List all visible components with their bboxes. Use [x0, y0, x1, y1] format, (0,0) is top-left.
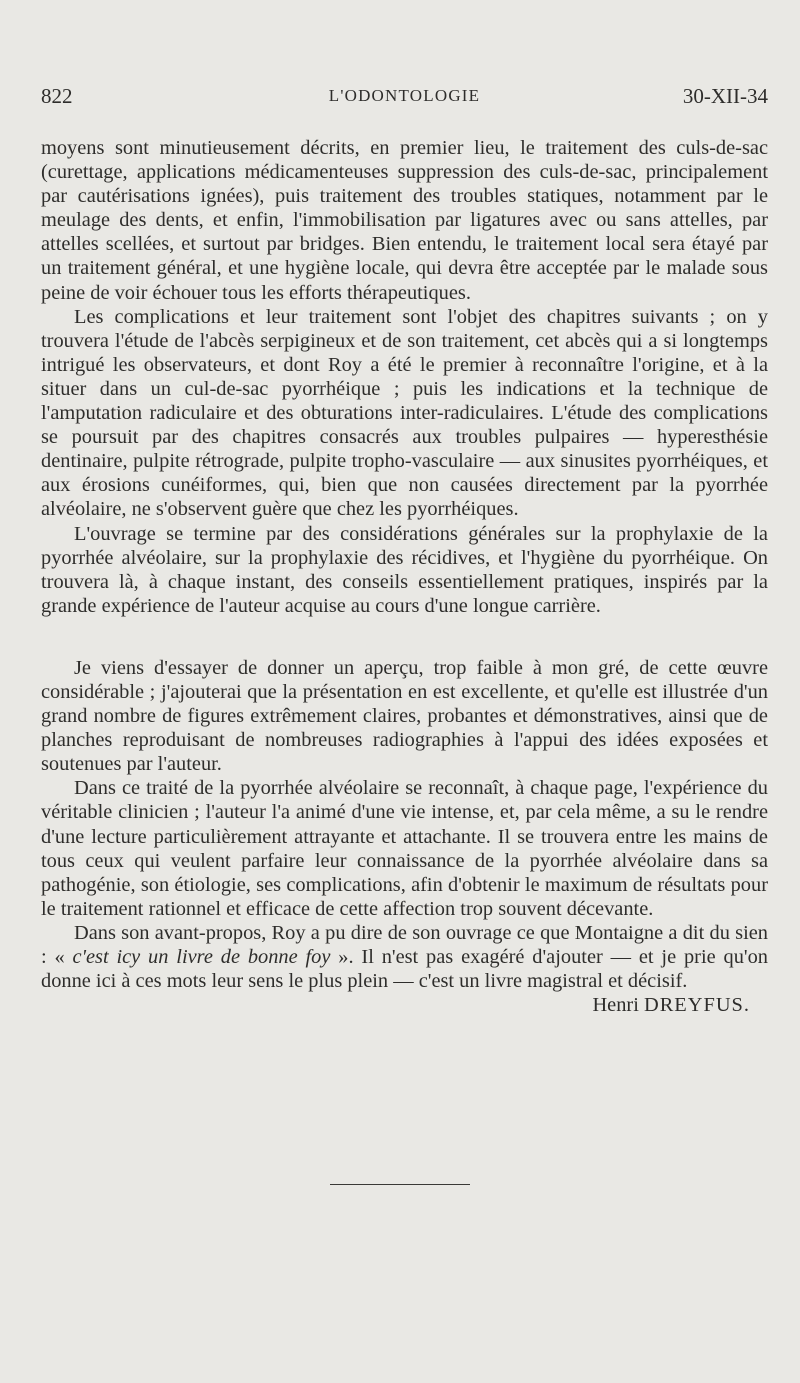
paragraph: L'ouvrage se termine par des considérations générales sur la prophylaxie de la pyorrhée alvéolaire, sur la prophylaxie des récidives, et l'hygiène du pyorrhéique. On trouvera là, à chaque instant, des conseils essentiellement pratiques, inspirés par la grande expérience de l'auteur acquise au cours d'une longue carrière.: [41, 522, 768, 617]
paragraph: moyens sont minutieusement décrits, en premier lieu, le traitement des culs-de-sac (curettage, applications médicamenteuses suppression des culs-de-sac, principalement par cautérisations ignées), puis traitement des troubles statiques, notamment par le meulage des dents, et enfin, l'immobilisation par ligatures avec ou sans attelles, par attelles scellées, et surtout par bridges. Bien entendu, le traitement local sera étayé par un traitement général, et une hygiène locale, qui devra être acceptée par le malade sous peine de voir échouer tous les efforts thérapeutiques.: [41, 137, 768, 304]
author-signature: [41, 993, 768, 1017]
page-number: 822: [41, 84, 73, 108]
page: [41, 84, 768, 1017]
section-gap: [41, 618, 768, 656]
article-body: [41, 136, 768, 993]
author-first-name: Henri: [592, 994, 639, 1017]
paragraph: Dans ce traité de la pyorrhée alvéolaire se reconnaît, à chaque page, l'expérience du véritable clinicien ; l'auteur l'a animé d'une vie intense, et, par cela même, a su le rendre d'une lecture particulièrement attrayante et attachante. Il se trouvera entre les mains de tous ceux qui veulent parfaire leur connaissance de la pyorrhée alvéolaire dans sa pathogénie, son étiologie, ses complications, afin d'obtenir le maximum de résultats pour le traitement rationnel et efficace de cette affection trop souvent décevante.: [41, 777, 768, 920]
running-head: [41, 84, 768, 114]
paragraph-text: Dans son avant-propos, Roy a pu dire de son ouvrage ce que Montaigne a dit du sien : «: [41, 921, 768, 968]
author-last-name: DREYFUS.: [643, 994, 750, 1017]
end-rule: [330, 1184, 470, 1185]
montaigne-quote: c'est icy un livre de bonne foy: [72, 946, 331, 968]
paragraph: Je viens d'essayer de donner un aperçu, trop faible à mon gré, de cette œuvre considérable ; j'ajouterai que la présentation en est excellente, et qu'elle est illustrée d'un grand nombre de figures extrêmement claires, probantes et démonstratives, ainsi que de planches reproduisant de nombreuses radiographies à l'appui des idées exposées et soutenues par l'auteur.: [41, 656, 768, 776]
paragraph: [41, 921, 768, 993]
journal-title: L'ODONTOLOGIE: [328, 86, 481, 105]
paragraph: Les complications et leur traitement sont l'objet des chapitres suivants ; on y trouvera l'étude de l'abcès serpigineux et de son traitement, cet abcès qui a si longtemps intrigué les observateurs, et dont Roy a été le premier à reconnaître l'origine, et à la situer dans un cul-de-sac pyorrhéique ; puis les indications et la technique de l'amputation radiculaire et des obturations inter-radiculaires. L'étude des complications se poursuit par des chapitres consacrés aux troubles pulpaires — hyperesthésie dentinaire, pulpite rétrograde, pulpite tropho-vasculaire — aux sinusites pyorrhéiques, et aux érosions cunéiformes, qui, bien que non causées directement par la pyorrhée alvéolaire, ne s'observent guère que chez les pyorrhéiques.: [41, 305, 768, 521]
paragraph-text: ». Il n'est pas exagéré d'ajouter — et je prie qu'on donne ici à ces mots leur sens le plus plein — c'est un livre magistral et décisif.: [41, 946, 768, 993]
issue-date: 30-XII-34: [682, 84, 768, 108]
